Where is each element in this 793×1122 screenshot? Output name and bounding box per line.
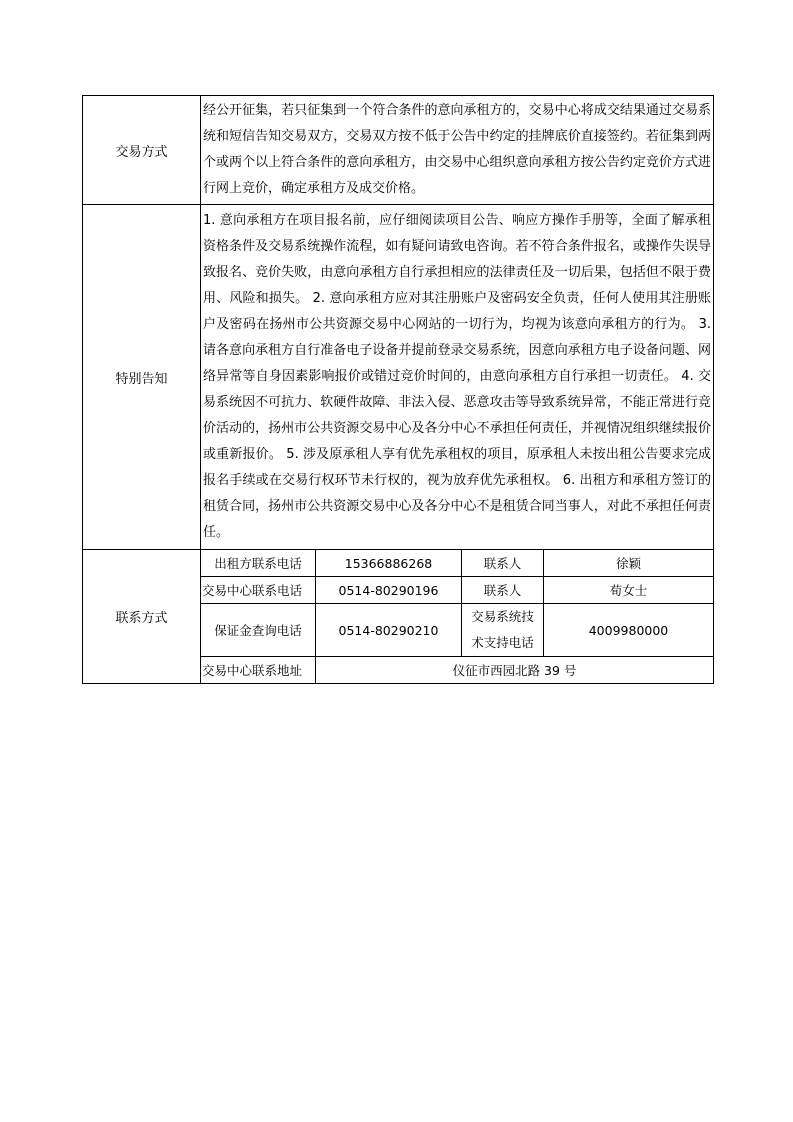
deposit-phone: 0514-80290210: [316, 604, 462, 657]
address-label: 交易中心联系地址: [201, 657, 316, 684]
contact-label: 联系方式: [83, 550, 201, 684]
trade-method-text: 经公开征集，若只征集到一个符合条件的意向承租方的，交易中心将成交结果通过交易系统和短信告知交易双方，交易双方按不低于公告中约定的挂牌底价直接签约。若征集到两个或两个以上符合条件的意向承租方，由交易中心组织意向承租方按公告约定竞价方式进行网上竞价，确定承租方及成交价格。: [201, 96, 714, 205]
trade-method-label: 交易方式: [83, 96, 201, 205]
tech-support-phone: 4009980000: [544, 604, 714, 657]
special-notice-row: [83, 205, 714, 550]
lessor-phone: 15366886268: [316, 550, 462, 577]
center-phone-label: 交易中心联系电话: [201, 577, 316, 604]
deposit-phone-label: 保证金查询电话: [201, 604, 316, 657]
address: 仪征市西园北路 39 号: [316, 657, 714, 684]
center-contact: 荀女士: [544, 577, 714, 604]
special-notice-label: 特别告知: [83, 205, 201, 550]
lessor-contact: 徐颖: [544, 550, 714, 577]
contact-row-lessor: [83, 550, 714, 577]
special-notice-text: 1. 意向承租方在项目报名前，应仔细阅读项目公告、响应方操作手册等，全面了解承租资格条件及交易系统操作流程，如有疑问请致电咨询。若不符合条件报名，或操作失误导致报名、竞价失败，由意向承租方自行承担相应的法律责任及一切后果，包括但不限于费用、风险和损失。 2. 意向承租方应对其注册账户及密码安全负责，任何人使用其注册账户及密码在扬州市公共资源交易中心网站的一切行为，均视为该意向承租方的行为。 3. 请各意向承租方自行准备电子设备并提前登录交易系统，因意向承租方电子设备问题、网络异常等自身因素影响报价或错过竞价时间的，由意向承租方自行承担一切责任。 4. 交易系统因不可抗力、软硬件故障、非法入侵、恶意攻击等导致系统异常，不能正常进行竞价活动的，扬州市公共资源交易中心及各分中心不承担任何责任，并视情况组织继续报价或重新报价。 5. 涉及原承租人享有优先承租权的项目，原承租人未按出租公告要求完成报名手续或在交易行权环节未行权的，视为放弃优先承租权。 6. 出租方和承租方签订的租赁合同，扬州市公共资源交易中心及各分中心不是租赁合同当事人，对此不承担任何责任。: [201, 205, 714, 550]
lessor-phone-label: 出租方联系电话: [201, 550, 316, 577]
notice-table: [82, 95, 714, 684]
center-contact-label: 联系人: [462, 577, 544, 604]
trade-method-row: [83, 96, 714, 205]
center-phone: 0514-80290196: [316, 577, 462, 604]
tech-support-label: 交易系统技术支持电话: [462, 604, 544, 657]
lessor-contact-label: 联系人: [462, 550, 544, 577]
